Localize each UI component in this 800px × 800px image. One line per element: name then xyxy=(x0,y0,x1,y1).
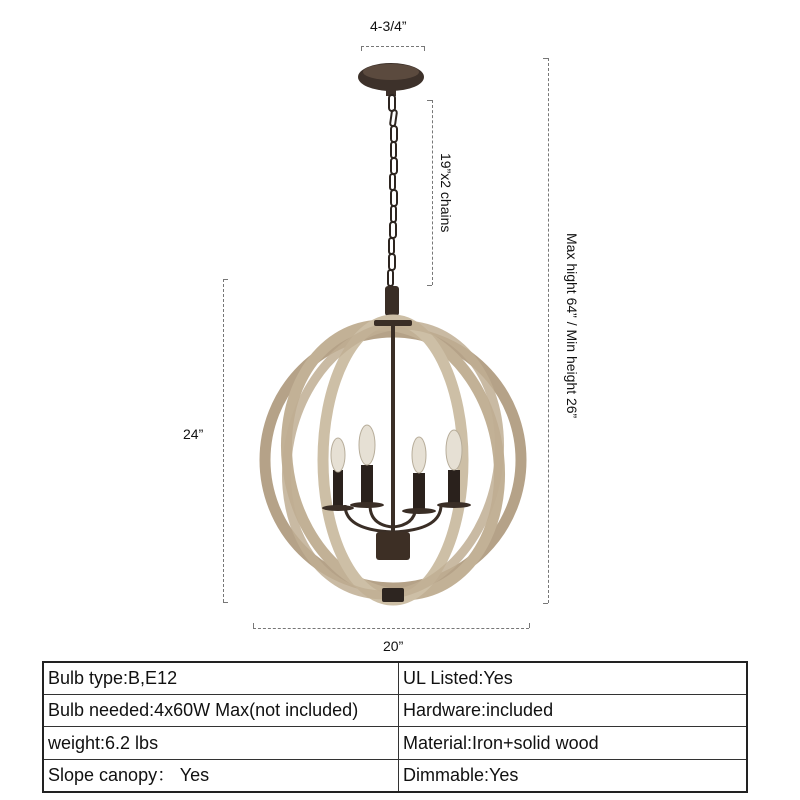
tick xyxy=(424,46,425,51)
spec-bulb-needed: Bulb needed:4x60W Max(not included) xyxy=(43,695,399,727)
table-row xyxy=(43,727,747,759)
canopy xyxy=(358,63,424,96)
spec-weight: weight:6.2 lbs xyxy=(43,727,399,759)
candles xyxy=(322,425,471,514)
spec-ul-listed: UL Listed:Yes xyxy=(399,662,748,695)
tick xyxy=(427,100,432,101)
table-row xyxy=(43,759,747,792)
tick xyxy=(253,623,254,628)
tick xyxy=(427,285,432,286)
tick xyxy=(543,603,548,604)
table-row xyxy=(43,695,747,727)
chain xyxy=(388,95,397,286)
tick xyxy=(361,46,362,51)
spec-material: Material:Iron+solid wood xyxy=(399,727,748,759)
spec-hardware: Hardware:included xyxy=(399,695,748,727)
body-width-line xyxy=(253,628,529,629)
table-row xyxy=(43,662,747,695)
spec-dimmable: Dimmable:Yes xyxy=(399,759,748,792)
chain-length-label: 19”x2 chains xyxy=(438,153,454,233)
tick xyxy=(529,623,530,628)
canopy-width-label: 4-3/4” xyxy=(370,18,407,34)
overall-height-label: Max hight 64” / Min height 26” xyxy=(564,233,580,419)
spec-slope-canopy: Slope canopy： Yes xyxy=(43,759,399,792)
tick xyxy=(543,58,548,59)
tick xyxy=(223,602,228,603)
body-height-label: 24” xyxy=(183,426,204,442)
center-cup xyxy=(376,532,410,560)
body-height-line xyxy=(223,279,224,602)
tick xyxy=(223,279,228,280)
spec-bulb-type: Bulb type:B,E12 xyxy=(43,662,399,695)
body-width-label: 20” xyxy=(383,638,404,654)
connector xyxy=(385,286,399,316)
chain-length-line xyxy=(432,100,433,285)
overall-height-line xyxy=(548,58,549,603)
spec-table xyxy=(42,661,748,793)
canopy-width-line xyxy=(361,46,424,47)
